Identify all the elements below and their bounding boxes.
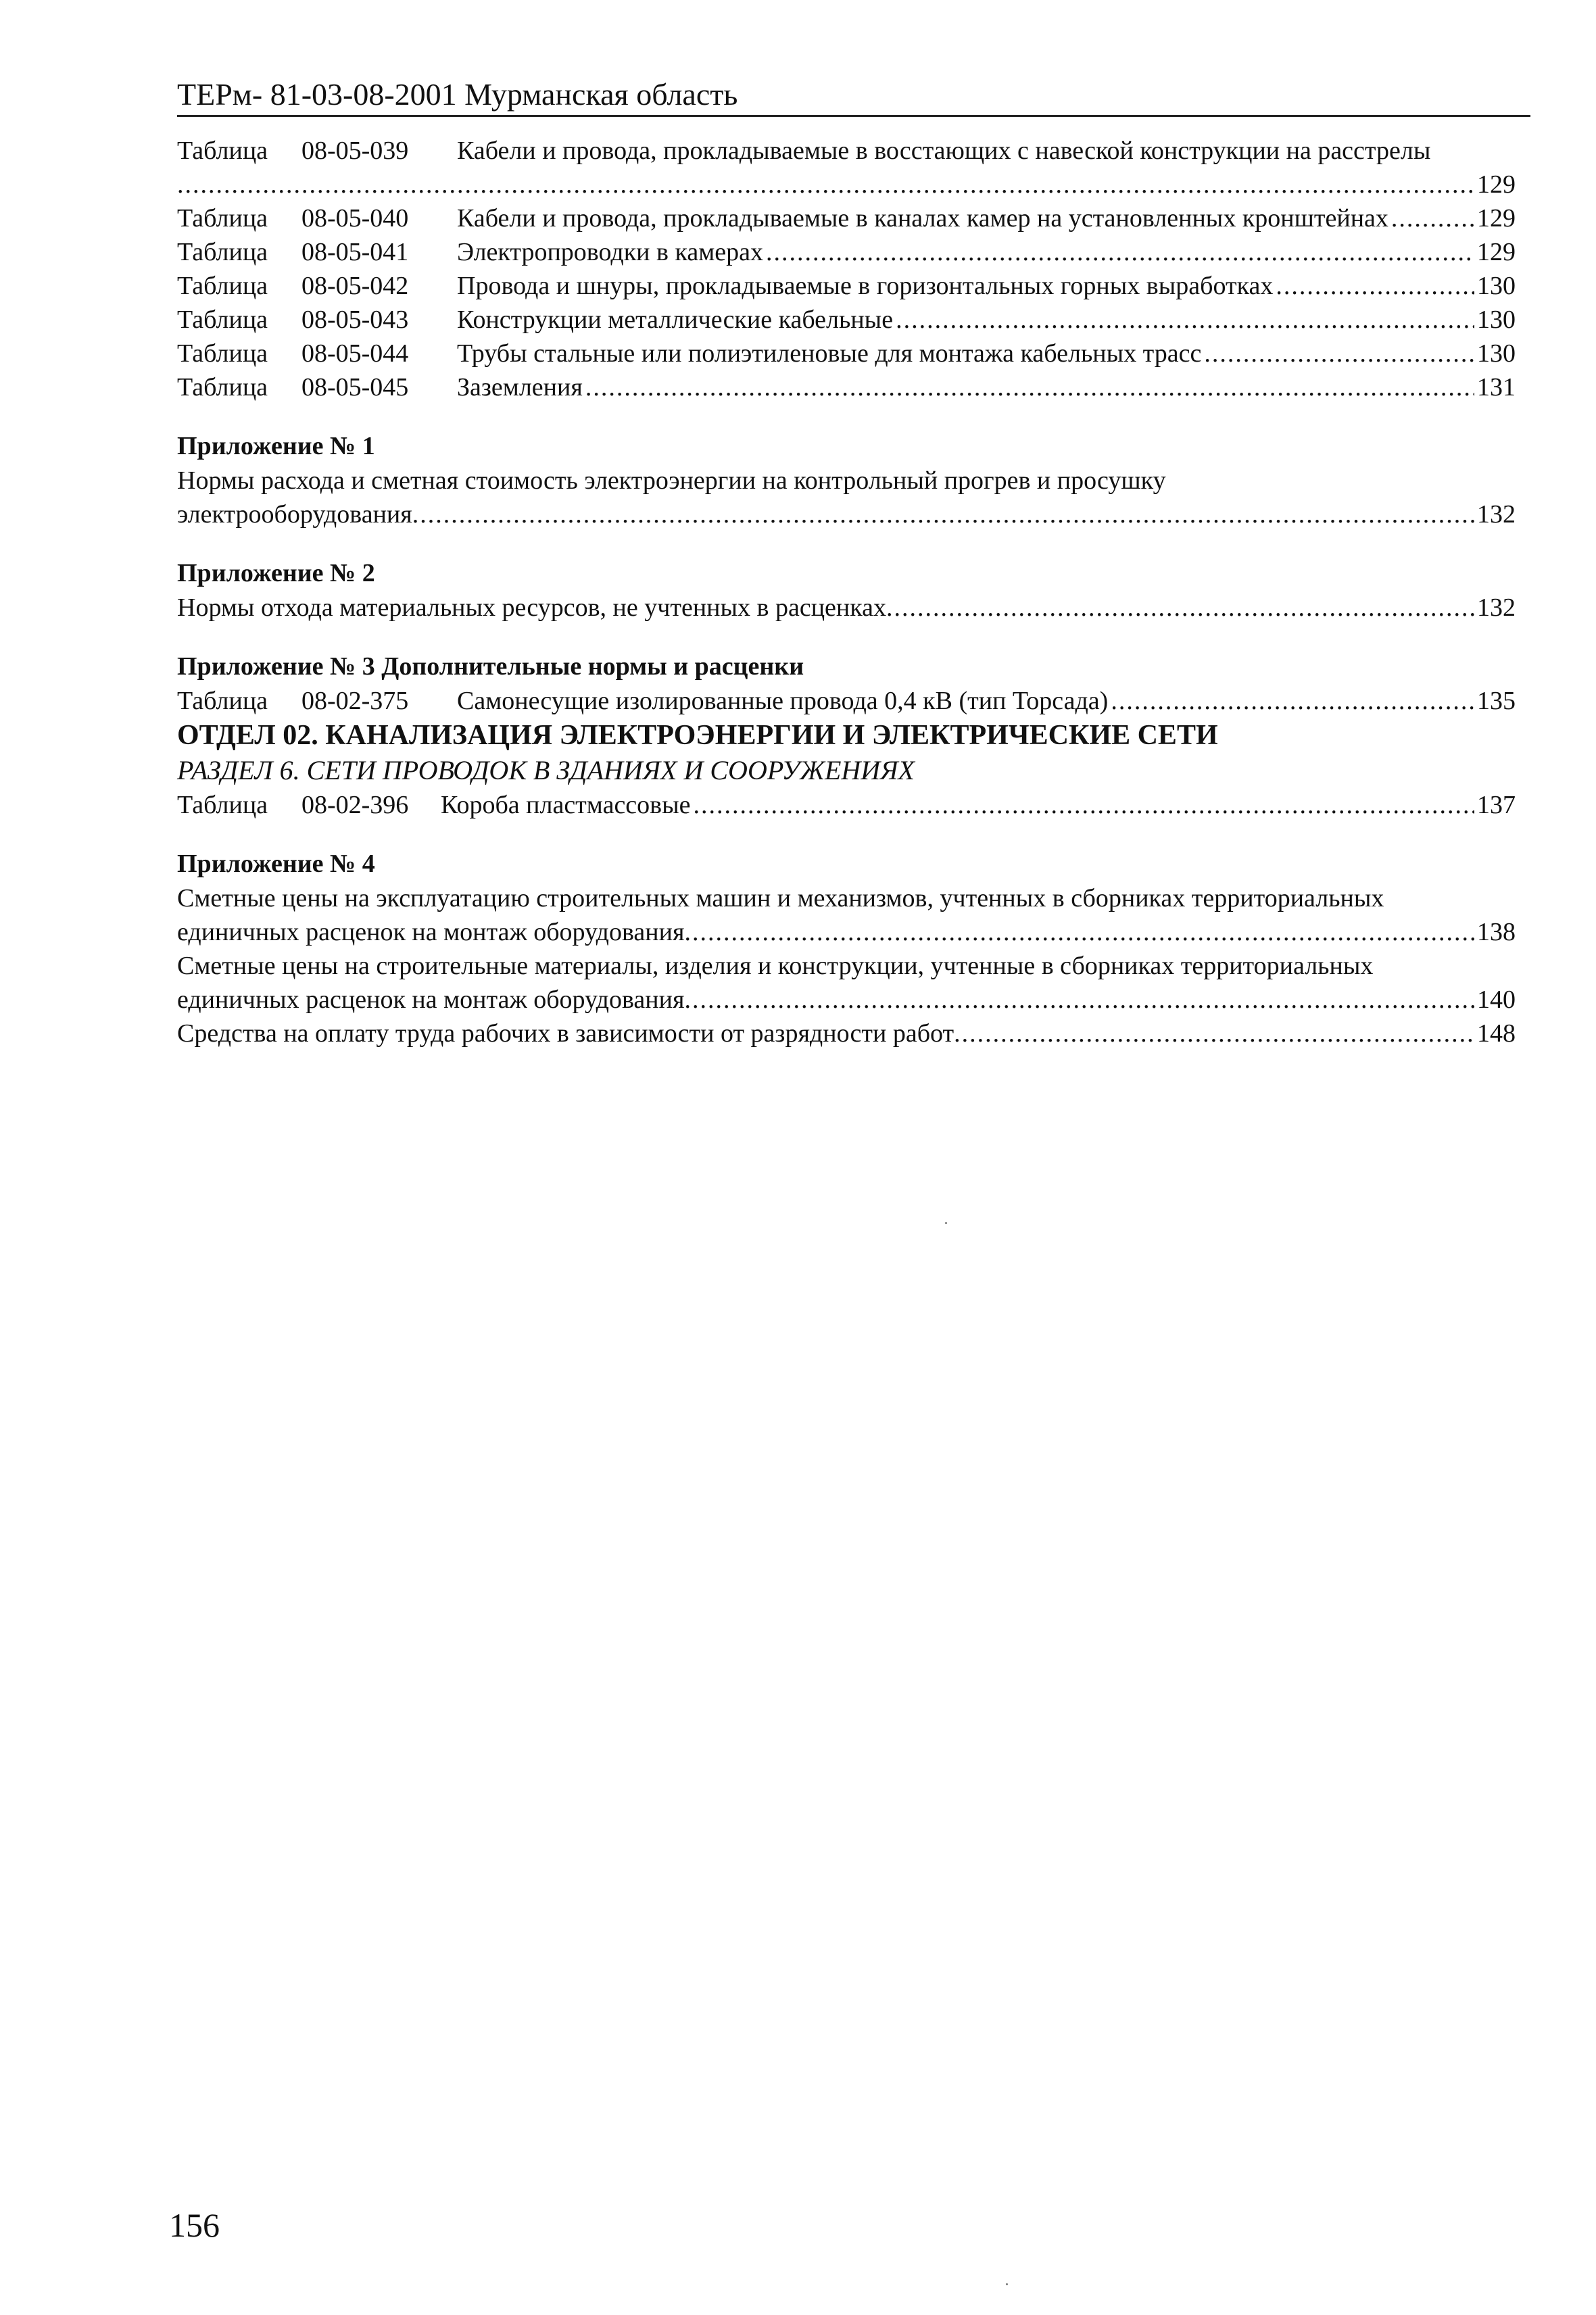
dot-leader	[1111, 684, 1474, 718]
entry-title: Трубы стальные или полиэтиленовые для монтажа кабельных трасс	[457, 339, 1202, 368]
entry-page: 140	[1477, 985, 1516, 1014]
appendix-4-item-1-line-1: Сметные цены на эксплуатацию строительных машин и механизмов, учтенных в сборниках территориальных	[177, 884, 1384, 912]
scan-speck	[945, 1222, 947, 1224]
entry-title: Средства на оплату труда рабочих в зависимости от разрядности работ	[177, 1019, 954, 1048]
spacer	[177, 625, 1516, 649]
toc-entry-08-05-040	[177, 201, 1516, 235]
toc-entry-08-05-045	[177, 370, 1516, 404]
appendix-3-heading: Приложение № 3 Дополнительные нормы и расценки	[177, 652, 804, 681]
entry-title: Провода и шнуры, прокладываемые в горизонтальных горных выработках	[457, 272, 1274, 300]
scan-speck	[1006, 2283, 1008, 2285]
dot-leader	[1204, 337, 1474, 370]
entry-title: Кабели и провода, прокладываемые в восстающих с навеской конструкции на расстрелы	[457, 137, 1431, 165]
toc-entry-08-05-042	[177, 269, 1516, 303]
entry-code: 08-05-040	[301, 204, 409, 233]
appendix-2-heading: Приложение № 2	[177, 559, 375, 587]
entry-code: 08-05-044	[301, 339, 409, 368]
appendix-4-heading: Приложение № 4	[177, 850, 375, 878]
dot-leader	[1391, 201, 1474, 235]
entry-title: Нормы отхода материальных ресурсов, не учтенных в расценках	[177, 593, 886, 622]
entry-page: 130	[1477, 339, 1516, 368]
appendix-1-line-2	[177, 497, 1516, 531]
page-number: 156	[169, 2206, 220, 2244]
dot-leader	[684, 983, 1474, 1017]
spacer	[177, 822, 1516, 846]
entry-label: Таблица	[177, 687, 268, 715]
entry-page: 135	[1477, 687, 1516, 715]
entry-page: 130	[1477, 306, 1516, 334]
subsection-heading: РАЗДЕЛ 6. СЕТИ ПРОВОДОК В ЗДАНИЯХ И СООРУЖЕНИЯХ	[177, 755, 915, 785]
entry-code: 08-05-039	[301, 137, 409, 165]
appendix-1-heading: Приложение № 1	[177, 432, 375, 460]
entry-page: 129	[1477, 204, 1516, 233]
spacer	[177, 404, 1516, 429]
entry-code: 08-05-041	[301, 238, 409, 266]
entry-label: Таблица	[177, 272, 268, 300]
toc-entry-08-02-375	[177, 684, 1516, 718]
appendix-1-line-1: Нормы расхода и сметная стоимость электроэнергии на контрольный прогрев и просушку	[177, 466, 1166, 495]
dot-leader	[886, 591, 1474, 625]
toc-entry-08-05-044	[177, 337, 1516, 370]
entry-code: 08-05-042	[301, 272, 409, 300]
entry-title: электрооборудования	[177, 500, 412, 529]
section-heading: ОТДЕЛ 02. КАНАЛИЗАЦИЯ ЭЛЕКТРОЭНЕРГИИ И ЭЛЕКТРИЧЕСКИЕ СЕТИ	[177, 720, 1218, 751]
entry-page: 137	[1477, 791, 1516, 819]
entry-page: 131	[1477, 373, 1516, 401]
entry-label: Таблица	[177, 373, 268, 401]
appendix-4-item-2-line-1: Сметные цены на строительные материалы, изделия и конструкции, учтенные в сборниках территориальных	[177, 952, 1374, 980]
entry-code: 08-05-045	[301, 373, 409, 401]
entry-page: 148	[1477, 1019, 1516, 1048]
entry-title: Заземления	[457, 373, 583, 401]
entry-page: 138	[1477, 918, 1516, 946]
appendix-4-item-3	[177, 1017, 1516, 1050]
entry-page: 129	[1477, 170, 1516, 199]
toc-entry-08-05-039-leader	[177, 168, 1516, 201]
entry-title: Короба пластмассовые	[441, 791, 691, 819]
entry-page: 129	[1477, 238, 1516, 266]
dot-leader	[694, 788, 1474, 822]
entry-page: 132	[1477, 500, 1516, 529]
entry-label: Таблица	[177, 306, 268, 334]
toc-entry-08-05-039	[177, 134, 1516, 168]
entry-title: Электропроводки в камерах	[457, 238, 763, 266]
entry-label: Таблица	[177, 238, 268, 266]
dot-leader	[585, 370, 1474, 404]
dot-leader	[766, 235, 1474, 269]
toc-entry-08-05-043	[177, 303, 1516, 337]
dot-leader	[954, 1017, 1474, 1050]
dot-leader	[896, 303, 1474, 337]
entry-label: Таблица	[177, 339, 268, 368]
entry-title: Кабели и провода, прокладываемые в каналах камер на установленных кронштейнах	[457, 204, 1388, 233]
entry-label: Таблица	[177, 137, 268, 165]
running-header: ТЕРм- 81-03-08-2001 Мурманская область	[177, 77, 738, 112]
table-of-contents	[177, 134, 1516, 1050]
appendix-4-item-2-line-2	[177, 983, 1516, 1017]
entry-title: Конструкции металлические кабельные	[457, 306, 894, 334]
entry-page: 130	[1477, 272, 1516, 300]
dot-leader	[684, 915, 1474, 949]
appendix-2-line-1	[177, 591, 1516, 625]
entry-page: 132	[1477, 593, 1516, 622]
header-rule	[177, 115, 1530, 117]
entry-code: 08-05-043	[301, 306, 409, 334]
toc-entry-08-05-041	[177, 235, 1516, 269]
entry-title: Самонесущие изолированные провода 0,4 кВ (тип Торсада)	[457, 687, 1109, 715]
dot-leader	[412, 497, 1474, 531]
toc-entry-08-02-396	[177, 788, 1516, 822]
entry-label: Таблица	[177, 204, 268, 233]
entry-title: единичных расценок на монтаж оборудования	[177, 918, 685, 946]
entry-title: единичных расценок на монтаж оборудования	[177, 985, 685, 1014]
entry-code: 08-02-375	[301, 687, 409, 715]
dot-leader	[177, 168, 1474, 201]
dot-leader	[1276, 269, 1474, 303]
entry-code: 08-02-396	[301, 791, 409, 819]
spacer	[177, 531, 1516, 556]
entry-label: Таблица	[177, 791, 268, 819]
appendix-4-item-1-line-2	[177, 915, 1516, 949]
